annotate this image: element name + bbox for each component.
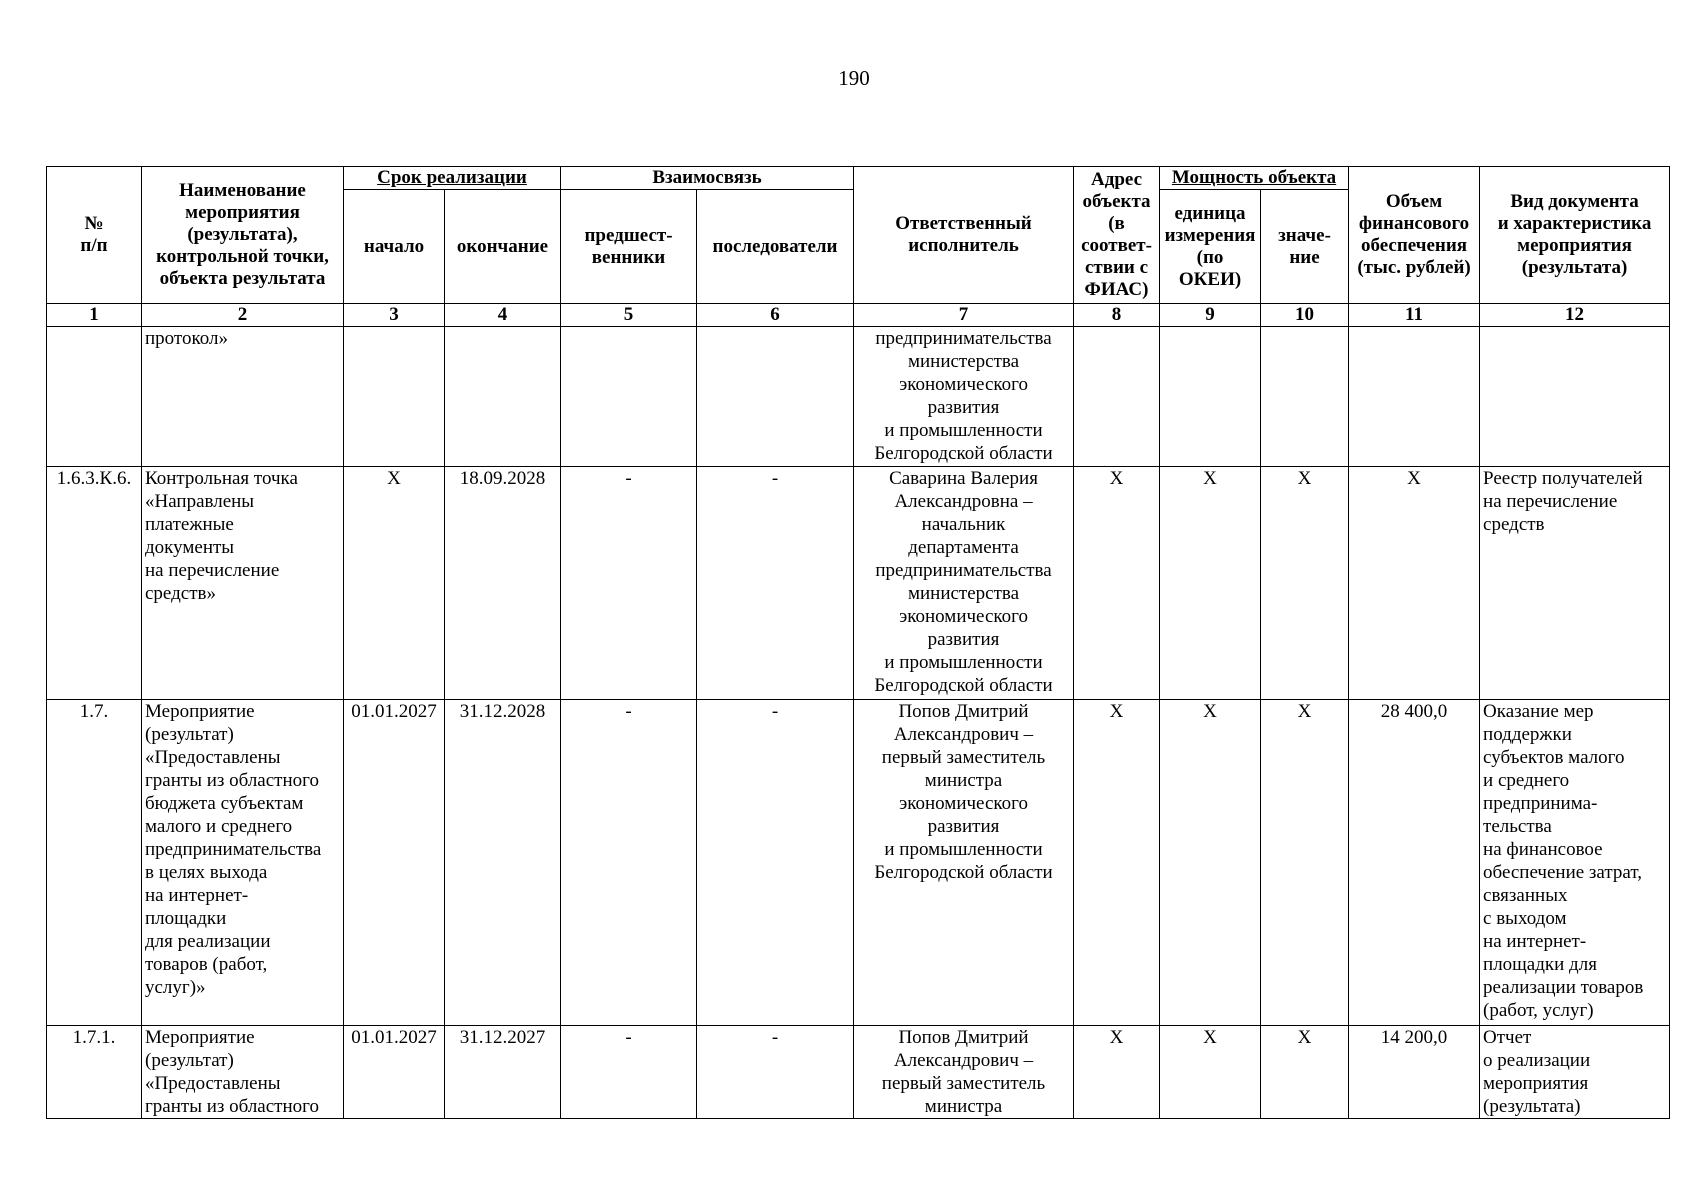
cell-name: Мероприятие (результат) «Предоставлены гранты из областного бюджета субъектам малого и среднего предпринимательства в целях выхода на интернет- площадки для реализации товаров (работ, услуг)» xyxy=(142,700,344,1026)
cell-start: 01.01.2027 xyxy=(344,700,445,1026)
table-row xyxy=(47,700,1670,1026)
cell-unit: X xyxy=(1160,467,1261,700)
table-row xyxy=(47,327,1670,467)
cell-address: X xyxy=(1074,467,1160,700)
header-successors: последователи xyxy=(697,190,854,304)
cell-financing: X xyxy=(1349,467,1480,700)
cell-predecessors: - xyxy=(561,1026,697,1119)
column-number: 3 xyxy=(344,304,445,327)
header-predecessors: предшест- венники xyxy=(561,190,697,304)
cell-responsible: предпринимательства министерства экономического развития и промышленности Белгородской области xyxy=(854,327,1074,467)
cell-name: Мероприятие (результат) «Предоставлены гранты из областного xyxy=(142,1026,344,1119)
cell-unit: X xyxy=(1160,1026,1261,1119)
column-number: 5 xyxy=(561,304,697,327)
table-row xyxy=(47,1026,1670,1119)
cell-predecessors: - xyxy=(561,700,697,1026)
cell-value xyxy=(1261,327,1349,467)
column-number: 12 xyxy=(1480,304,1670,327)
header-financing: Объем финансового обеспечения (тыс. рублей) xyxy=(1349,167,1480,304)
cell-address xyxy=(1074,327,1160,467)
cell-document: Оказание мер поддержки субъектов малого и среднего предпринима- тельства на финансовое обеспечение затрат, связанных с выходом на интернет- площадки для реализации товаров (работ, услуг) xyxy=(1480,700,1670,1026)
page-number: 190 xyxy=(838,66,870,90)
cell-address: X xyxy=(1074,1026,1160,1119)
column-number: 11 xyxy=(1349,304,1480,327)
header-start: начало xyxy=(344,190,445,304)
header-unit: единица измерения (по ОКЕИ) xyxy=(1160,190,1261,304)
plan-table xyxy=(46,166,1670,1119)
cell-document: Реестр получателей на перечисление средств xyxy=(1480,467,1670,700)
cell-document: Отчет о реализации мероприятия (результата) xyxy=(1480,1026,1670,1119)
column-number: 10 xyxy=(1261,304,1349,327)
cell-value: X xyxy=(1261,1026,1349,1119)
cell-value: X xyxy=(1261,467,1349,700)
table-row xyxy=(47,467,1670,700)
cell-name: Контрольная точка «Направлены платежные документы на перечисление средств» xyxy=(142,467,344,700)
header-capacity-group: Мощность объекта xyxy=(1160,167,1349,190)
header-responsible: Ответственный исполнитель xyxy=(854,167,1074,304)
cell-address: X xyxy=(1074,700,1160,1026)
cell-start: 01.01.2027 xyxy=(344,1026,445,1119)
header-value: значе- ние xyxy=(1261,190,1349,304)
cell-document xyxy=(1480,327,1670,467)
cell-number: 1.7.1. xyxy=(47,1026,142,1119)
cell-end xyxy=(445,327,561,467)
cell-financing: 28 400,0 xyxy=(1349,700,1480,1026)
cell-predecessors: - xyxy=(561,467,697,700)
cell-responsible: Попов Дмитрий Александрович – первый заместитель министра xyxy=(854,1026,1074,1119)
cell-number: 1.6.3.К.6. xyxy=(47,467,142,700)
column-number: 6 xyxy=(697,304,854,327)
column-number: 4 xyxy=(445,304,561,327)
header-address: Адрес объекта (в соответ- ствии с ФИАС) xyxy=(1074,167,1160,304)
cell-value: X xyxy=(1261,700,1349,1026)
header-document: Вид документа и характеристика мероприятия (результата) xyxy=(1480,167,1670,304)
cell-end: 31.12.2028 xyxy=(445,700,561,1026)
header-term-group: Срок реализации xyxy=(344,167,561,190)
column-number-row xyxy=(47,304,1670,327)
cell-unit xyxy=(1160,327,1261,467)
header-end: окончание xyxy=(445,190,561,304)
header-link-group: Взаимосвязь xyxy=(561,167,854,190)
cell-unit: X xyxy=(1160,700,1261,1026)
cell-number: 1.7. xyxy=(47,700,142,1026)
column-number: 8 xyxy=(1074,304,1160,327)
column-number: 9 xyxy=(1160,304,1261,327)
cell-start: X xyxy=(344,467,445,700)
cell-responsible: Попов Дмитрий Александрович – первый заместитель министра экономического развития и промышленности Белгородской области xyxy=(854,700,1074,1026)
header-name: Наименование мероприятия (результата), контрольной точки, объекта результата xyxy=(142,167,344,304)
cell-financing: 14 200,0 xyxy=(1349,1026,1480,1119)
header-number: № п/п xyxy=(47,167,142,304)
cell-start xyxy=(344,327,445,467)
cell-end: 18.09.2028 xyxy=(445,467,561,700)
cell-predecessors xyxy=(561,327,697,467)
cell-name: протокол» xyxy=(142,327,344,467)
cell-successors: - xyxy=(697,467,854,700)
cell-financing xyxy=(1349,327,1480,467)
cell-end: 31.12.2027 xyxy=(445,1026,561,1119)
column-number: 1 xyxy=(47,304,142,327)
cell-successors: - xyxy=(697,700,854,1026)
cell-number xyxy=(47,327,142,467)
cell-successors xyxy=(697,327,854,467)
column-number: 2 xyxy=(142,304,344,327)
cell-responsible: Саварина Валерия Александровна – начальник департамента предпринимательства министерства экономического развития и промышленности Белгородской области xyxy=(854,467,1074,700)
column-number: 7 xyxy=(854,304,1074,327)
header-row-top xyxy=(47,167,1670,190)
cell-successors: - xyxy=(697,1026,854,1119)
